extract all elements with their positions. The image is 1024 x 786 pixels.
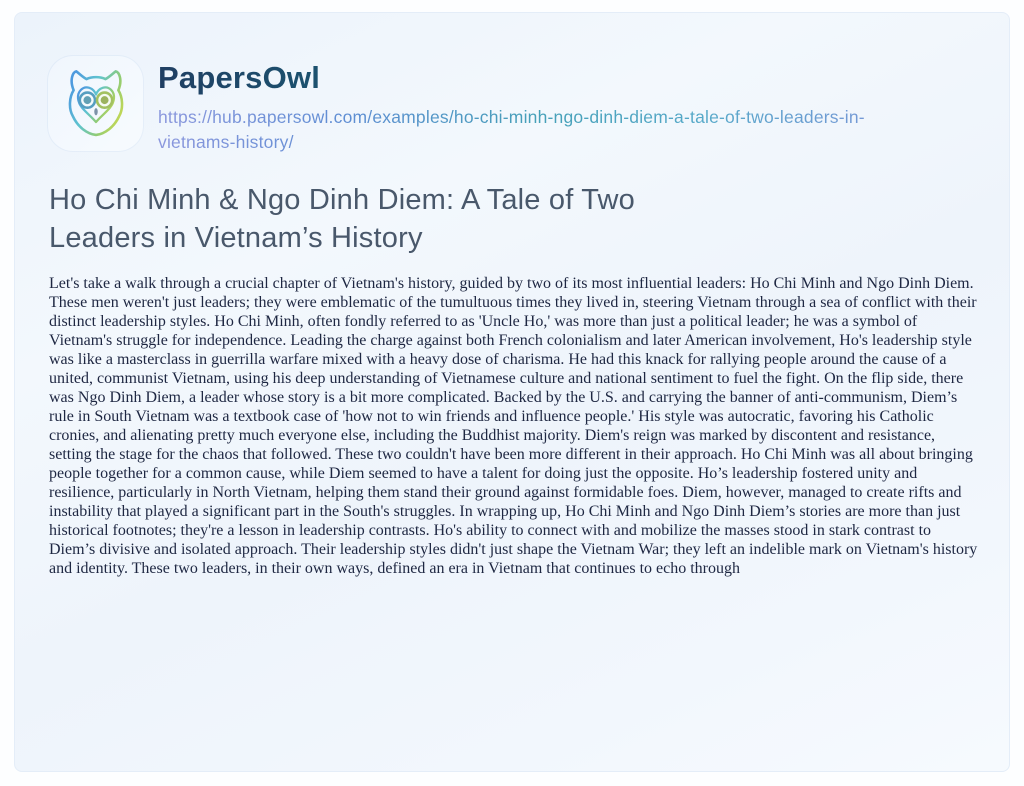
- page-url-link[interactable]: https://hub.papersowl.com/examples/ho-chi-minh-ngo-dinh-diem-a-tale-of-two-leaders-in-vietnams-history/: [158, 105, 918, 155]
- article-title: Ho Chi Minh & Ngo Dinh Diem: A Tale of Two Leaders in Vietnam’s History: [49, 184, 635, 254]
- header-text-block: [158, 55, 963, 155]
- brand-title: PapersOwl: [158, 60, 963, 96]
- article-body: Let's take a walk through a crucial chapter of Vietnam's history, guided by two of its most influential leaders: Ho Chi Minh and Ngo Dinh Diem. These men weren't just leaders; they were emblematic of the tumultuous times they lived in, steering Vietnam through a sea of conflict with their distinct leadership styles. Ho Chi Minh, often fondly referred to as 'Uncle Ho,' was more than just a political leader; he was a symbol of Vietnam's struggle for independence. Leading the charge against both French colonialism and later American involvement, Ho's leadership style was like a masterclass in guerrilla warfare mixed with a heavy dose of charisma. He had this knack for rallying people around the cause of a united, communist Vietnam, using his deep understanding of Vietnamese culture and national sentiment to fuel the fight. On the flip side, there was Ngo Dinh Diem, a leader whose story is a bit more complicated. Backed by the U.S. and carrying the banner of anti-communism, Diem’s rule in South Vietnam was a textbook case of 'how not to win friends and influence people.' His style was autocratic, favoring his Catholic cronies, and alienating pretty much everyone else, including the Buddhist majority. Diem's reign was marked by discontent and resistance, setting the stage for the chaos that followed. These two couldn't have been more different in their approach. Ho Chi Minh was all about bringing people together for a common cause, while Diem seemed to have a talent for doing just the opposite. Ho’s leadership fostered unity and resilience, particularly in North Vietnam, helping them stand their ground against formidable foes. Diem, however, managed to create rifts and instability that played a significant part in the South's struggles. In wrapping up, Ho Chi Minh and Ngo Dinh Diem’s stories are more than just historical footnotes; they're a lesson in leadership contrasts. Ho's ability to connect with and mobilize the masses stood in stark contrast to Diem’s divisive and isolated approach. Their leadership styles didn't just shape the Vietnam War; they left an indelible mark on Vietnam's history and identity. These two leaders, in their own ways, defined an era in Vietnam that continues to echo through: [49, 275, 978, 577]
- article-main: [15, 155, 1009, 578]
- site-header: [15, 13, 1009, 155]
- papersowl-logo: [47, 55, 144, 152]
- owl-icon: [53, 61, 139, 147]
- content-panel: [14, 12, 1010, 772]
